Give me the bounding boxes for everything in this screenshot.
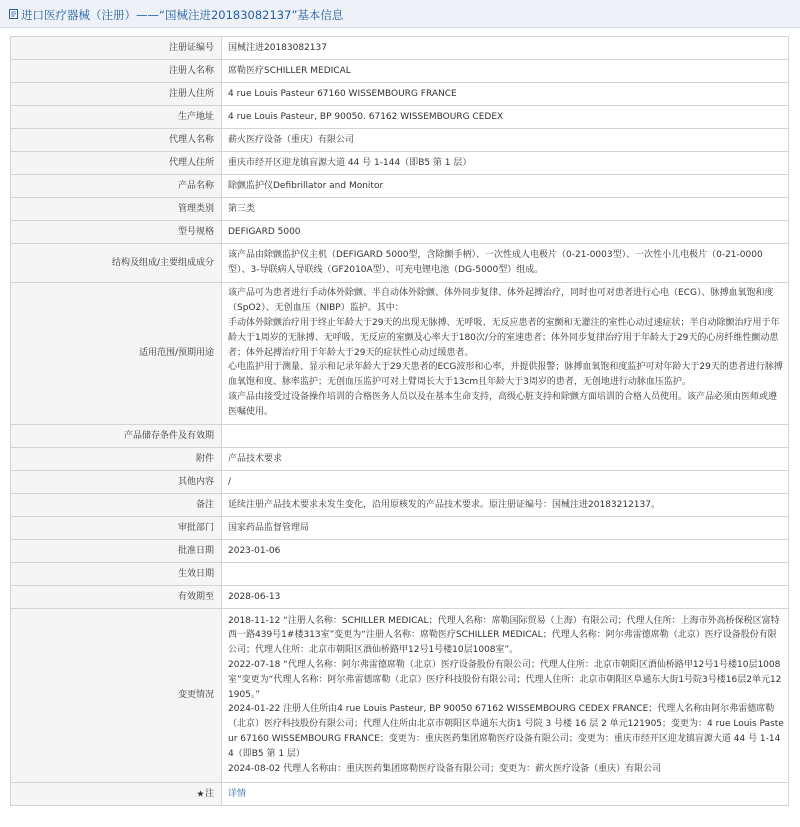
field-value: 重庆市经开区迎龙镇盲源大道 44 号 1-144（即B5 第 1 层）	[222, 152, 789, 175]
change-entry: 2024-01-22 注册人住所由4 rue Louis Pasteur, BP 90050 67162 WISSEMBOURG CEDEX FRANCE；代理人名称由阿尔弗雷德席勒（北京）医疗科技股份有限公司；代理人住所由北京市朝阳区阜通东大街1 号院 3 号楼 16 层 2 单元121905；变更为：4 rue Louis Pasteur 67160 WISSEMBOURG FRANCE；变更为：重庆医药集团席勒医疗设备有限公司；变更为：重庆市经开区迎龙镇盲源大道 44 号 1-144（即B5 第 1 层）	[228, 704, 784, 759]
field-label: 结构及组成/主要组成成分	[11, 244, 222, 283]
field-value: DEFIGARD 5000	[222, 221, 789, 244]
note-value	[222, 783, 789, 806]
field-label: 其他内容	[11, 471, 222, 494]
table-row	[11, 83, 789, 106]
field-label: 管理类别	[11, 198, 222, 221]
table-row	[11, 175, 789, 198]
field-label: 审批部门	[11, 517, 222, 540]
table-row	[11, 37, 789, 60]
table-row	[11, 471, 789, 494]
field-label: 附件	[11, 448, 222, 471]
field-label: 有效期至	[11, 586, 222, 609]
field-value	[222, 563, 789, 586]
field-value: 除颤监护仪Defibrillator and Monitor	[222, 175, 789, 198]
change-entry: 2024-08-02 代理人名称由：重庆医药集团席勒医疗设备有限公司；变更为：薪火医疗设备（重庆）有限公司	[228, 763, 662, 774]
field-value: 薪火医疗设备（重庆）有限公司	[222, 129, 789, 152]
field-value: 产品技术要求	[222, 448, 789, 471]
field-value: 2028-06-13	[222, 586, 789, 609]
table-row	[11, 106, 789, 129]
note-label: 注	[204, 788, 214, 799]
usage-paragraph: 该产品可为患者进行手动体外除颤、半自动体外除颤、体外同步复律、体外起搏治疗，同时也可对患者进行心电（ECG）、脉搏血氧饱和度（SpO2）、无创血压（NIBP）监护。其中：	[228, 288, 774, 314]
table-row	[11, 517, 789, 540]
table-row	[11, 586, 789, 609]
table-row	[11, 221, 789, 244]
field-value: 席勒医疗SCHILLER MEDICAL	[222, 60, 789, 83]
table-row	[11, 494, 789, 517]
change-entry: 2022-07-18 “代理人名称：阿尔弗雷德席勒（北京）医疗设备股份有限公司；代理人住所：北京市朝阳区酒仙桥路甲12号1号楼10层1008室”变更为“代理人名称：阿尔弗雷德席勒（北京）医疗科技股份有限公司；代理人住所：北京市朝阳区阜通东大街1号院3号楼16层2单元121905。”	[228, 660, 782, 700]
table-row	[11, 283, 789, 425]
field-value: 第三类	[222, 198, 789, 221]
star-icon	[197, 790, 204, 797]
usage-paragraph: 该产品由接受过设备操作培训的合格医务人员以及在基本生命支持，高级心脏支持和除颤方面培训的合格人员使用。该产品必须由医师或遵医嘱使用。	[228, 391, 778, 417]
page-title: 进口医疗器械（注册）——“国械注进20183082137”基本信息	[21, 8, 344, 22]
usage-value	[222, 283, 789, 425]
field-label: 批准日期	[11, 540, 222, 563]
field-label: 备注	[11, 494, 222, 517]
field-value: 4 rue Louis Pasteur 67160 WISSEMBOURG FRANCE	[222, 83, 789, 106]
field-label: 注册证编号	[11, 37, 222, 60]
field-value	[222, 425, 789, 448]
table-row	[11, 152, 789, 175]
field-label: 变更情况	[11, 609, 222, 783]
table-row	[11, 563, 789, 586]
field-label: 适用范围/预期用途	[11, 283, 222, 425]
table-row	[11, 448, 789, 471]
field-label: 代理人住所	[11, 152, 222, 175]
field-value: /	[222, 471, 789, 494]
field-label: 注册人住所	[11, 83, 222, 106]
field-value: 4 rue Louis Pasteur, BP 90050. 67162 WISSEMBOURG CEDEX	[222, 106, 789, 129]
page-header	[0, 0, 800, 28]
field-label: 代理人名称	[11, 129, 222, 152]
field-label: 型号规格	[11, 221, 222, 244]
field-label: 生产地址	[11, 106, 222, 129]
table-row	[11, 244, 789, 283]
table-row	[11, 783, 789, 806]
registration-info-table	[10, 36, 789, 806]
field-value: 该产品由除颤监护仪主机（DEFIGARD 5000型，含除颤手柄）、一次性成人电极片（0-21-0003型）、一次性小儿电极片（0-21-0000型）、3-导联病人导联线（GF2010A型）、可充电锂电池（DG-5000型）组成。	[222, 244, 789, 283]
details-link[interactable]: 详情	[228, 788, 247, 799]
table-row	[11, 609, 789, 783]
changes-value	[222, 609, 789, 783]
table-row	[11, 540, 789, 563]
document-icon	[9, 9, 18, 19]
change-entry: 2018-11-12 “注册人名称：SCHILLER MEDICAL；代理人名称：席勒国际贸易（上海）有限公司；代理人住所：上海市外高桥保税区富特西一路439号1#楼313室”变更为“注册人名称：席勒医疗SCHILLER MEDICAL；代理人名称：阿尔弗雷德席勒（北京）医疗设备股份有限公司；代理人住所：北京市朝阳区酒仙桥路甲12号1号楼10层1008室”。	[228, 615, 780, 656]
field-label: 生效日期	[11, 563, 222, 586]
field-label: 产品储存条件及有效期	[11, 425, 222, 448]
note-label-cell	[11, 783, 222, 806]
field-label: 注册人名称	[11, 60, 222, 83]
table-row	[11, 425, 789, 448]
field-value: 2023-01-06	[222, 540, 789, 563]
usage-paragraph: 手动体外除颤治疗用于终止年龄大于29天的出现无脉搏、无呼吸、无反应患者的室颤和无灌注的室性心动过速症状；半自动除颤治疗用于年龄大于1周岁的无脉搏、无呼吸、无反应的室颤及心率大于180次/分的室速患者；体外同步复律治疗用于年龄大于29天的心房纤维性颤动患者；体外起搏治疗用于年龄大于29天的症状性心动过缓患者。	[228, 318, 780, 358]
table-row	[11, 129, 789, 152]
usage-paragraph: 心电监护用于测量、显示和记录年龄大于29天患者的ECG波形和心率，并提供报警；脉搏血氧饱和度监护可对年龄大于29天的患者进行脉搏血氧饱和度、脉率监护；无创血压监护可对上臂周长大于13cm且年龄大于3周岁的患者，无创地进行动脉血压监护。	[228, 362, 783, 388]
field-label: 产品名称	[11, 175, 222, 198]
table-row	[11, 198, 789, 221]
field-value: 延续注册产品技术要求未发生变化，沿用原核发的产品技术要求。原注册证编号：国械注进20183212137。	[222, 494, 789, 517]
field-value: 国械注进20183082137	[222, 37, 789, 60]
field-value: 国家药品监督管理局	[222, 517, 789, 540]
table-row	[11, 60, 789, 83]
